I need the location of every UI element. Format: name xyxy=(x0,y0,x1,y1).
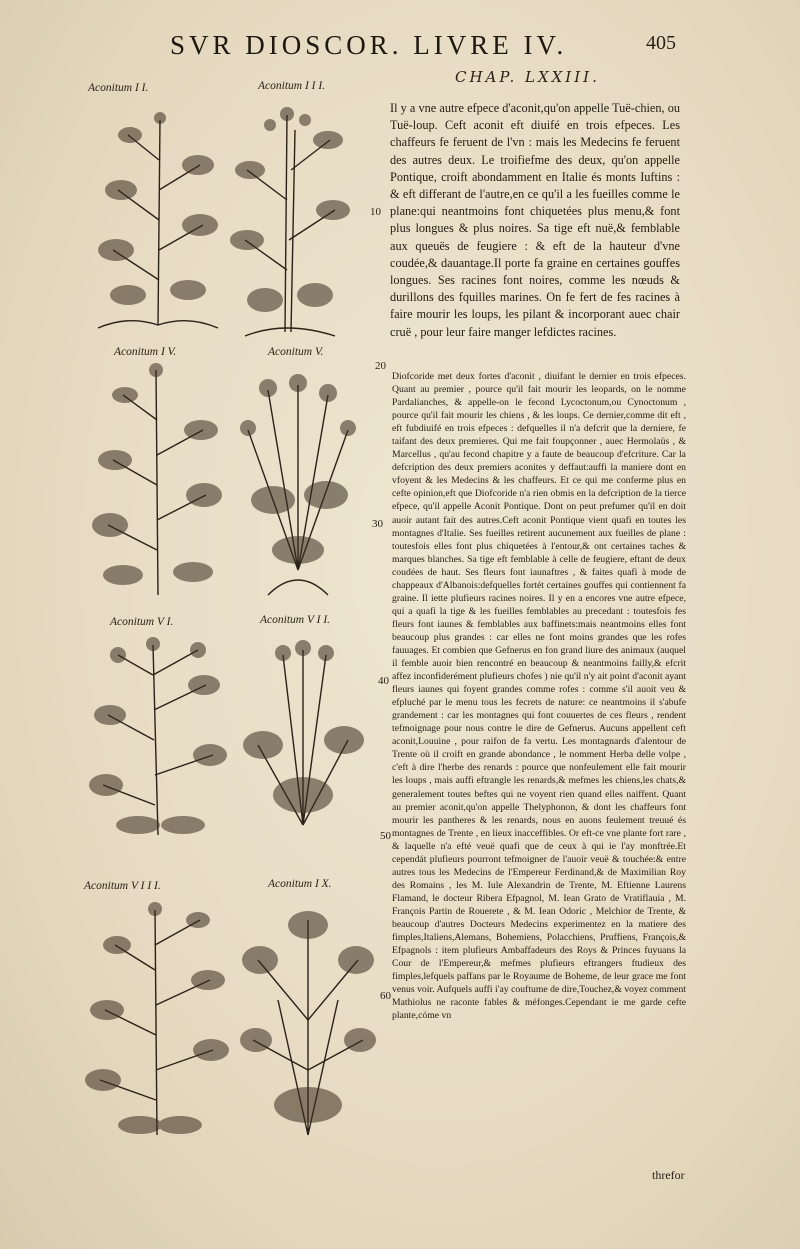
margin-line-number: 20 xyxy=(375,360,386,372)
plant-woodcut-2 xyxy=(88,100,228,335)
plant-label-5: Aconitum V. xyxy=(268,346,324,358)
plant-woodcut-4 xyxy=(88,360,228,600)
plant-label-4: Aconitum I V. xyxy=(114,346,177,358)
margin-line-number: 50 xyxy=(380,830,391,842)
plant-label-6: Aconitum V I. xyxy=(110,616,174,628)
chapter-paragraph: Il y a vne autre efpece d'aconit,qu'on appelle Tuë-chien, ou Tuë-loup. Ceft aconit eft diuifé en trois efpeces. Les chaffeurs fe feruent de l'vn : mais les Medecins fe feruent des autres deux. Le troifiefme des deux, qu'on appelle Pontique, croift abondamment en Italie és monts Iuftins : & eft differant de l'autre,en ce qu'il a les fueilles comme le plane:qui neantmoins font chiquetées plus menu,& font plus longues & plus noires. Sa tige eft nuë,& femblable aux queuës de feugiere : & eft de la hauteur d'vne coudée,& dauantage.Il porte fa graine en certaines gouffes longues. Ses racines font noires, comme les nœuds & durillons des fquilles marines. On fe fert de fes racines à faire mourir les loups, les pilant & incorporant auec chair cruë , pour leur faire manger lefdictes racines. xyxy=(390,101,680,339)
plant-label-2: Aconitum I I. xyxy=(88,82,149,94)
commentary-paragraph: Diofcoride met deux fortes d'aconit , diuifant le dernier en trois efpeces. Quant au premier , pource qu'il fait mourir les leopards, on le nomme Pardalianches, & appelle-on le fecond Lycoctonum,ou Cynoctonum , pource qu'il fait mourir les chiens , & les loups. Ce dernier,comme dit eft , eft fubdiuifé en trois efpeces : defquelles il n'a defcrit que la derniere, fe taifant des deux premieres. Qui me fait foupçonner , auec Hermolaüs , & Marcellus , qu'au fecond chapitre y a faute de beaucoup d'efcriture. Car la defcription des deux premiers aconites y deffaut:auffi la maniere dont en vfoyent & les Medecins & les chaffeurs. Et ce qui me conferme plus en cefte opinion,eft que Diofcoride n'a rien obmis en la defcription de la tierce efpece, qu'il appelle Aconit Pontique. Dont on peut prefumer qu'il en doit auoir autant fait des autres.Ceft aconit Pontique vient quafi en toutes les montagnes d'Italie. Ses fueilles retirent aucunement aux fueilles de plane : toutesfois elles font plus chiquetées à l'entour,& ont certaines taches & marques blanches. Sa tige eft femblable à celle de feugiere, eftant de deux coudées de haut. Ses fleurs font iaunaftres , & faites quafi à mode de chappeaux d'Albanois:defquelles fortét certaines gouffes qui contiennent fa graine. Il iette plufieurs racines noires. Il y en a encores vne autre efpece, qui a quafi la tige & les fueilles femblables au precedant : toutesfois fes fleurs font iaunes & femblables aux baffinets:mais neantmoins elles font beaucoup plus grandes : car elles ne font moins grandes que les rofes fauuages. Et combien que Gefnerus en fon grand liure des animaux (auquel il femble auoir bien rencontré en beaucoup & neantmoins failly,& efcrit affez inconfiderément plufieurs chofes ) nie qu'il n'y ait point d'aconit ayant fleurs iaunes qui foyent grandes comme rofes : comme s'il auoit veu & efpluché par le menu tous les fecrets de nature: ce neantmoins il s'abufe grandement : car les montagnes qui font couuertes de ces fleurs , rendent tefmoignage pour nous contre le dire de Gefnerus. Aucuns appellent ceft aconit,Louuine , pour raifon de fa vertu. Les montagnards d'alentour de Trente où il croift en grande abondance , le nomment Herba delle volpe , c'eft à dire l'herbe des renards : pource que nonfeulement elle fait mourir les loups , mais auffi eftrangle les renards,& mefmes les chiens,les chats,& generalement toutes beftes qui ne voyent rien quand elles naiffent. Quant au premier aconit,qu'on appelle Thelyphonon, & dont les chaffeurs font mourir les pantheres & les renards, nous en auons feulement treuué és montagnes de Trente , en lieux inacceffibles. Or eft-ce vne plante fort rare , & laquelle n'a efté veuë quafi que de ceux à qui ie l'ay monftrée.Et cependát plufieurs pourront tefmoigner de l'auoir veuë & touchée:& entre autres tous les Medecins de l'Empereur Ferdinand,& de Maximilian Roy des Romains , les M. Iule Alexandrin de Trente, M. Eftienne Laurens Flamand, le docteur Ribera Efpagnol, M. Iean Grato de Vratiflauia , M. François Partin de Rouerete , & M. Iean Odoric , Melchior de Trente, & beaucoup d'autres Docteurs Medecins experimentez en la matiere des fimples,Italiens,Alemans, Bohemiens, Polacchiens, Pruffiens, François,& Efpagnols : item plufieurs Ambaffadeurs des Roys & Princes fuyuans la Cour de l'Empereur,& mefmes plufieurs eftrangers ftudieux des fimples,lefquels paffans par le Royaume de Boheme, de leur grace me font venus voir. Aufquels auffi i'ay couftume de dire,Touchez,& voyez comment Mathiolus ne raconte fables & méfonges.Cependant ie me garde cefte plante,cóme vn xyxy=(392,371,686,1022)
plant-woodcut-7 xyxy=(238,635,368,835)
plant-label-3: Aconitum I I I. xyxy=(258,80,326,92)
margin-line-number: 30 xyxy=(372,518,383,530)
plant-label-9: Aconitum I X. xyxy=(268,878,332,890)
plant-label-8: Aconitum V I I I. xyxy=(84,880,161,892)
margin-line-number: 10 xyxy=(370,206,381,218)
plant-woodcut-9 xyxy=(238,900,378,1140)
page-number: 405 xyxy=(646,32,676,54)
plant-label-7: Aconitum V I I. xyxy=(260,614,331,626)
running-title: SVR DIOSCOR. LIVRE IV. xyxy=(170,30,568,60)
chapter-heading: CHAP. LXXIII. xyxy=(455,68,600,86)
margin-line-number: 40 xyxy=(378,675,389,687)
catchword: threfor xyxy=(652,1168,685,1182)
plant-woodcut-6 xyxy=(88,635,228,840)
plant-woodcut-5 xyxy=(228,370,368,600)
margin-line-number: 60 xyxy=(380,990,391,1002)
plant-woodcut-8 xyxy=(85,900,230,1140)
plant-woodcut-3 xyxy=(225,100,355,340)
